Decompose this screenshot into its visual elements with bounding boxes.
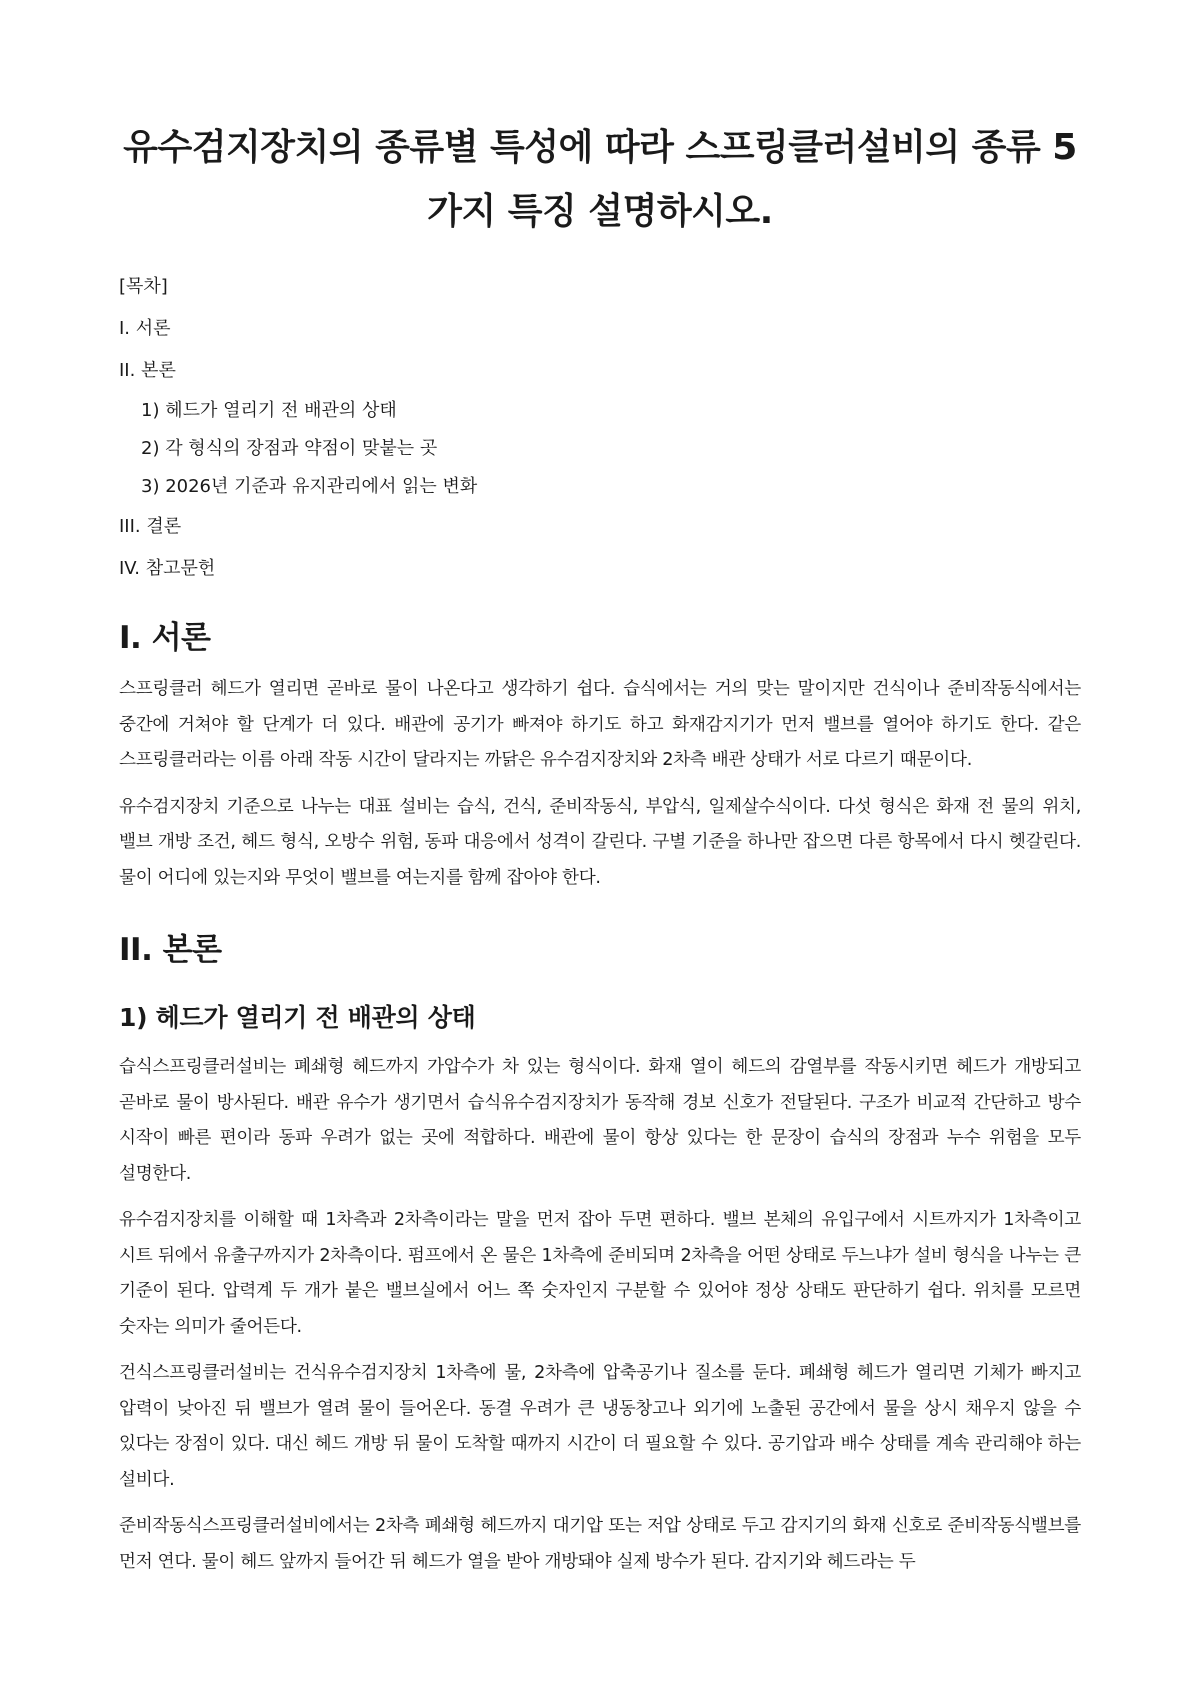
document-title: 유수검지장치의 종류별 특성에 따라 스프링클러설비의 종류 5가지 특징 설명하시오. bbox=[123, 127, 1077, 232]
body-paragraph: 건식스프링클러설비는 건식유수검지장치 1차측에 물, 2차측에 압축공기나 질소를 둔다. 폐쇄형 헤드가 열리면 기체가 빠지고 압력이 낮아진 뒤 밸브가 열려 물이 들어온다. 동결 우려가 큰 냉동창고나 외기에 노출된 공간에서 물을 상시 채우지 않을 수 있다는 장점이 있다. 대신 헤드 개방 뒤 물이 도착할 때까지 시간이 더 필요할 수 있다. 공기압과 배수 상태를 계속 관리해야 하는 설비다. bbox=[119, 1363, 1081, 1490]
body-paragraph: 습식스프링클러설비는 폐쇄형 헤드까지 가압수가 차 있는 형식이다. 화재 열이 헤드의 감열부를 작동시키면 헤드가 개방되고 곧바로 물이 방사된다. 배관 유수가 생기면서 습식유수검지장치가 동작해 경보 신호가 전달된다. 구조가 비교적 간단하고 방수 시작이 빠른 편이라 동파 우려가 없는 곳에 적합하다. 배관에 물이 항상 있다는 한 문장이 습식의 장점과 누수 위험을 모두 설명한다. bbox=[119, 1057, 1081, 1184]
toc-item-references: IV. 참고문헌 bbox=[119, 558, 216, 579]
table-of-contents bbox=[119, 266, 1081, 590]
intro-paragraph: 유수검지장치 기준으로 나누는 대표 설비는 습식, 건식, 준비작동식, 부압식, 일제살수식이다. 다섯 형식은 화재 전 물의 위치, 밸브 개방 조건, 헤드 형식, 오방수 위험, 동파 대응에서 성격이 갈린다. 구별 기준을 하나만 잡으면 다른 항목에서 다시 헷갈린다. 물이 어디에 있는지와 무엇이 밸브를 여는지를 함께 잡아야 한다. bbox=[119, 796, 1081, 888]
section-heading-intro: I. 서론 bbox=[119, 620, 211, 656]
toc-item-body-1: 1) 헤드가 열리기 전 배관의 상태 bbox=[141, 400, 397, 421]
section-heading-body: II. 본론 bbox=[119, 932, 222, 968]
subsection-heading-pipe-state: 1) 헤드가 열리기 전 배관의 상태 bbox=[119, 1003, 476, 1032]
toc-item-body-2: 2) 각 형식의 장점과 약점이 맞붙는 곳 bbox=[141, 438, 438, 459]
body-paragraph: 준비작동식스프링클러설비에서는 2차측 폐쇄형 헤드까지 대기압 또는 저압 상태로 두고 감지기의 화재 신호로 준비작동식밸브를 먼저 연다. 물이 헤드 앞까지 들어간 뒤 헤드가 열을 받아 개방돼야 실제 방수가 된다. 감지기와 헤드라는 두 bbox=[119, 1516, 1081, 1572]
toc-item-conclusion: III. 결론 bbox=[119, 516, 182, 537]
toc-item-body-3: 3) 2026년 기준과 유지관리에서 읽는 변화 bbox=[141, 476, 478, 497]
toc-item-body: II. 본론 bbox=[119, 360, 176, 381]
body-paragraph: 유수검지장치를 이해할 때 1차측과 2차측이라는 말을 먼저 잡아 두면 편하다. 밸브 본체의 유입구에서 시트까지가 1차측이고 시트 뒤에서 유출구까지가 2차측이다. 펌프에서 온 물은 1차측에 준비되며 2차측을 어떤 상태로 두느냐가 설비 형식을 나누는 큰 기준이 된다. 압력계 두 개가 붙은 밸브실에서 어느 쪽 숫자인지 구분할 수 있어야 정상 상태도 판단하기 쉽다. 위치를 모르면 숫자는 의미가 줄어든다. bbox=[119, 1210, 1081, 1337]
toc-item-intro: I. 서론 bbox=[119, 318, 171, 339]
intro-paragraph: 스프링클러 헤드가 열리면 곧바로 물이 나온다고 생각하기 쉽다. 습식에서는 거의 맞는 말이지만 건식이나 준비작동식에서는 중간에 거쳐야 할 단계가 더 있다. 배관에 공기가 빠져야 하기도 하고 화재감지기가 먼저 밸브를 열어야 하기도 한다. 같은 스프링클러라는 이름 아래 작동 시간이 달라지는 까닭은 유수검지장치와 2차측 배관 상태가 서로 다르기 때문이다. bbox=[119, 679, 1081, 770]
toc-heading: [목차] bbox=[119, 276, 168, 297]
